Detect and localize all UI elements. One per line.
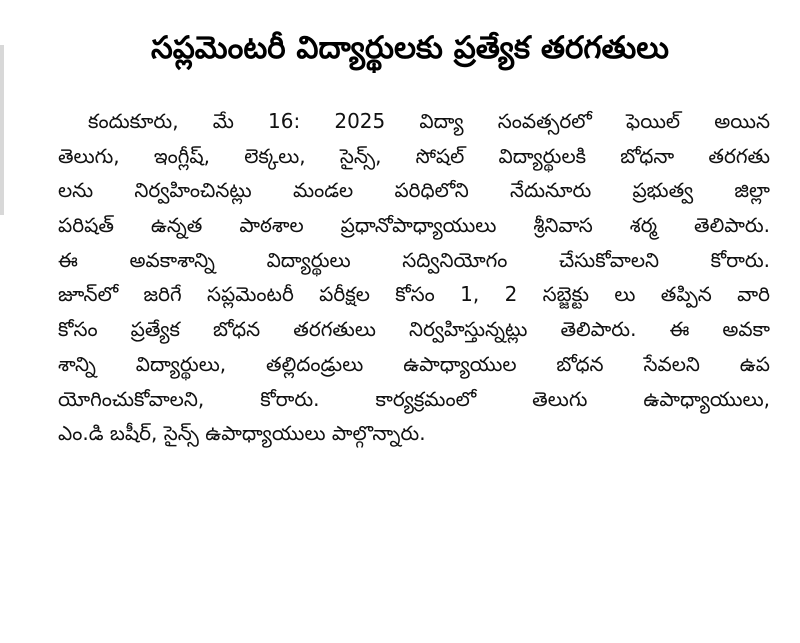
article-line-final: ఎం.డి బషీర్, సైన్స్ ఉపాధ్యాయులు పాల్గొన్నారు. (58, 421, 426, 446)
article-line: ఈ అవకాశాన్ని విద్యార్థులు సద్వినియోగం చేసుకోవాలని కోరారు. (58, 247, 770, 272)
article-line: జూన్‌లో జరిగే సప్లమెంటరీ పరీక్షల కోసం 1, 2 సబ్జెక్టు లు తప్పిన వారి (58, 282, 770, 307)
article-body (58, 104, 770, 451)
article-line-dateline: కందుకూరు, మే 16: 2025 విద్యా సంవత్సరలో ఫెయిల్ అయిన (88, 109, 770, 133)
article-line: కోసం ప్రత్యేక బోధన తరగతులు నిర్వహిస్తున్నట్లు తెలిపారు. ఈ అవకా (58, 317, 770, 342)
article-line: శాన్ని విద్యార్థులు, తల్లిదండ్రులు ఉపాధ్యాయుల బోధన సేవలని ఉప (58, 351, 770, 376)
article-line: యోగించుకోవాలని, కోరారు. కార్యక్రమంలో తెలుగు ఉపాధ్యాయులు, (58, 386, 770, 411)
article-headline: సప్లమెంటరీ విద్యార్థులకు ప్రత్యేక తరగతులు (151, 30, 669, 66)
article-line: తెలుగు, ఇంగ్లీష్, లెక్కలు, సైన్స్, సోషల్ విద్యార్థులకి బోధనా తరగతు (58, 143, 770, 168)
page-edge-shadow (0, 45, 4, 215)
article-line: పరిషత్ ఉన్నత పాఠశాల ప్రధానోపాధ్యాయులు శ్రీనివాస శర్మ తెలిపారు. (58, 213, 770, 238)
article-line: లను నిర్వహించినట్లు మండల పరిధిలోని నేదునూరు ప్రభుత్వ జిల్లా (58, 178, 770, 203)
